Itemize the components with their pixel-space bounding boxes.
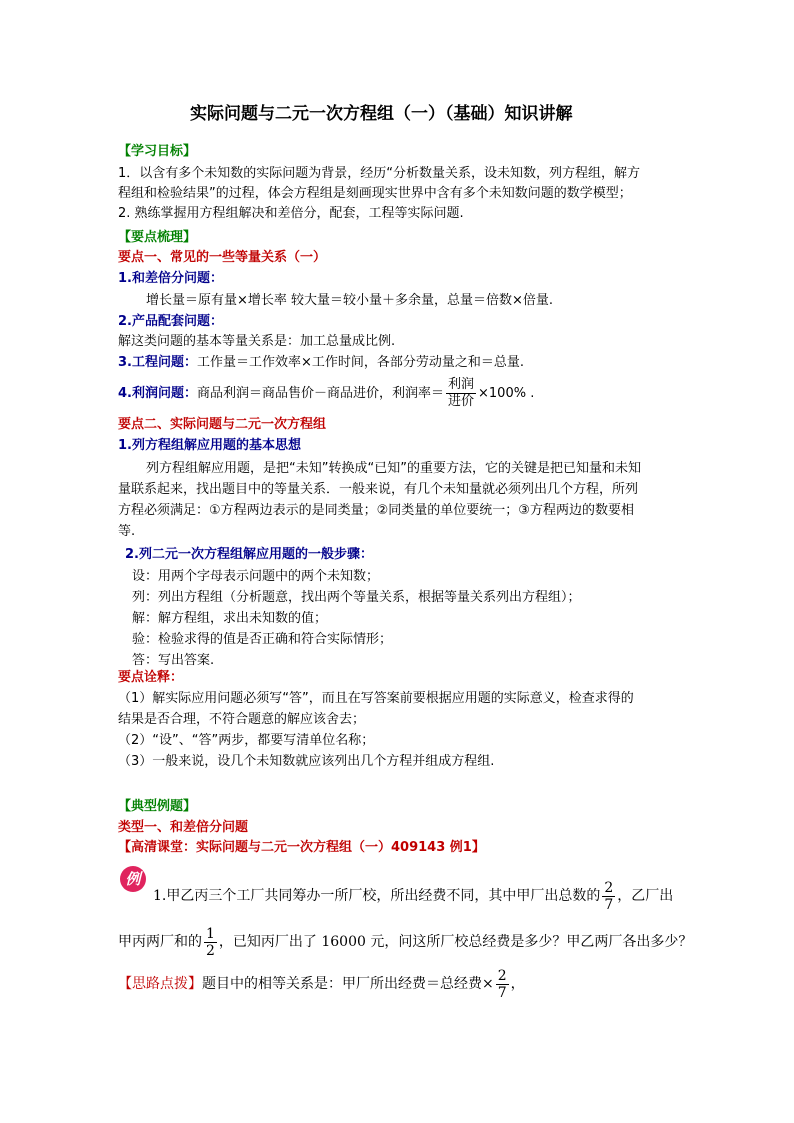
note-3: （3）一般来说，设几个未知数就应该列出几个方程并组成方程组. (118, 754, 495, 769)
point-2-title: 要点二、实际问题与二元一次方程组 (118, 417, 327, 432)
hint-tail: ， (510, 976, 525, 992)
note-2: （2）“设”、“答”两步，都要写清单位名称； (118, 733, 375, 748)
hint-line (118, 966, 525, 1002)
subsection-3-line (118, 353, 524, 373)
subsection-4-text: 商品利润＝商品售价－商品进价，利润率＝ (196, 386, 444, 401)
examples-header: 【典型例题】 (118, 799, 197, 814)
step-verify: 验：检验求得的值是否正确和符合实际情形； (132, 632, 393, 647)
fraction-denominator: 7 (497, 984, 507, 1001)
subsection-3-title: 3.工程问题： (118, 355, 197, 370)
fraction-one-half (204, 926, 217, 959)
fraction-numerator: 1 (206, 925, 215, 942)
subsection-2-text: 解这类问题的基本等量关系是：加工总量成比例. (118, 334, 396, 349)
note-1-line-1: （1）解实际应用问题必须写“答”，而且在写答案前要根据应用题的实际意义，检查求得的 (118, 691, 634, 706)
subsection-1-title: 1.和差倍分问题： (118, 271, 223, 286)
fraction-two-sevenths (496, 968, 509, 1001)
page-title: 实际问题与二元一次方程组（一）（基础）知识讲解 (190, 104, 573, 124)
thought-line-4: 等. (118, 524, 136, 539)
learning-goals-header: 【学习目标】 (118, 144, 197, 159)
thought-line-2: 量联系起来，找出题目中的等量关系．一般来说，有几个未知量就必须列出几个方程，所列 (118, 482, 639, 497)
hint-text: 题目中的相等关系是：甲厂所出经费＝总经费× (202, 976, 494, 992)
goal-line-2: 程组和检验结果”的过程，体会方程组是刻画现实世界中含有多个未知数问题的数学模型； (118, 186, 632, 201)
subsection-4-line (118, 376, 534, 412)
example-badge-icon: 例 (120, 866, 146, 892)
fraction-numerator: 2 (497, 967, 507, 984)
fraction-denominator: 7 (604, 896, 614, 913)
type-1-title: 类型一、和差倍分问题 (118, 820, 249, 835)
profit-rate-fraction (446, 377, 476, 410)
step-answer: 答：写出答案. (132, 653, 215, 668)
thought-title: 1.列方程组解应用题的基本思想 (118, 438, 301, 453)
subsection-4-tail: ×100% . (478, 386, 535, 401)
fraction-numerator: 利润 (448, 377, 475, 392)
fraction-numerator: 2 (604, 879, 614, 896)
fraction-two-sevenths (602, 880, 615, 913)
question-line-2 (118, 924, 692, 960)
fraction-denominator: 2 (206, 942, 215, 959)
goal-line-1: 1．以含有多个未知数的实际问题为背景，经历“分析数量关系，设未知数，列方程组，解方 (118, 166, 641, 181)
hint-label: 【思路点拨】 (118, 976, 202, 992)
subsection-2-title: 2.产品配套问题： (118, 314, 223, 329)
subsection-1-text: 增长量＝原有量×增长率 较大量＝较小量＋多余量，总量＝倍数×倍量. (146, 293, 554, 308)
thought-line-3: 方程必须满足：①方程两边表示的是同类量；②同类量的单位要统一；③方程两边的数要相 (118, 503, 634, 518)
subsection-3-text: 工作量＝工作效率×工作时间，各部分劳动量之和＝总量. (196, 355, 525, 370)
lesson-reference: 【高清课堂：实际问题与二元一次方程组（一）409143 例1】 (118, 840, 485, 855)
question-line-1 (153, 878, 673, 914)
step-list: 列：列出方程组（分析题意，找出两个等量关系，根据等量关系列出方程组）； (132, 590, 581, 605)
key-points-header: 【要点梳理】 (118, 230, 197, 245)
question-text-2-tail: ，已知丙厂出了 16000 元，问这所厂校总经费是多少？甲乙两厂各出多少？ (218, 934, 693, 950)
question-text-1-tail: ，乙厂出 (617, 888, 674, 904)
point-1-title: 要点一、常见的一些等量关系（一） (118, 250, 327, 265)
subsection-4-title: 4.利润问题： (118, 386, 197, 401)
question-text-1: 1.甲乙丙三个工厂共同筹办一所厂校，所出经费不同，其中甲厂出总数的 (153, 888, 601, 904)
step-set: 设：用两个字母表示问题中的两个未知数； (132, 569, 380, 584)
note-1-line-2: 结果是否合理，不符合题意的解应该舍去； (118, 712, 366, 727)
steps-title: 2.列二元一次方程组解应用题的一般步骤： (125, 547, 373, 562)
fraction-denominator: 进价 (448, 394, 475, 409)
question-text-2-head: 甲丙两厂和的 (118, 934, 202, 950)
notes-header: 要点诠释： (118, 670, 184, 685)
goal-line-3: 2. 熟练掌握用方程组解决和差倍分，配套，工程等实际问题. (118, 206, 464, 221)
thought-line-1: 列方程组解应用题，是把“未知”转换成“已知”的重要方法，它的关键是把已知量和未知 (146, 461, 641, 476)
step-solve: 解：解方程组，求出未知数的值； (132, 611, 328, 626)
